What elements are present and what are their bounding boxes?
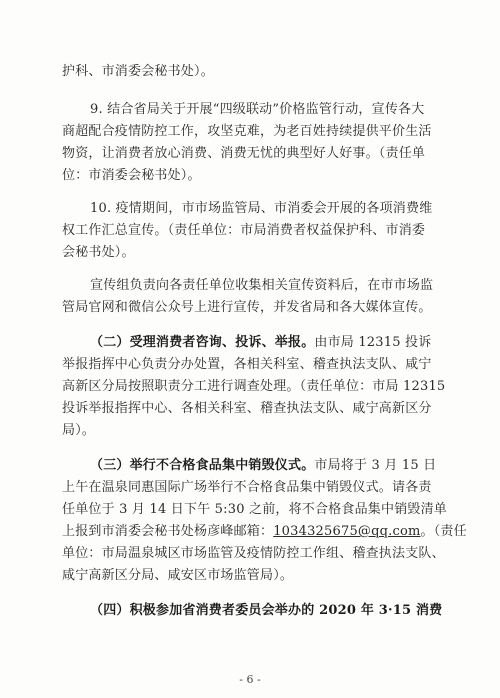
text-line: 任单位于 3 月 14 日下午 5:30 之前，将不合格食品集中销毁清单 (62, 502, 448, 517)
text-line: 9. 结合省局关于开展“四级联动”价格监管行动，宣传各大 (90, 102, 425, 117)
section-heading: （三）举行不合格食品集中销毁仪式。 (90, 458, 315, 473)
text-line: 护科、市消委会秘书处）。 (62, 64, 214, 79)
text-line: 商超配合疫情防控工作，攻坚克难，为老百姓持续提供平价生活 (62, 124, 432, 139)
text-line: 权工作汇总宣传。（责任单位：市局消费者权益保护科、市消委 (62, 223, 426, 238)
section-heading: （二）受理消费者咨询、投诉、举报。 (90, 335, 315, 350)
text-line: 位：市消委会秘书处）。 (62, 168, 201, 183)
text-line: 上午在温泉同惠国际广场举行不合格食品集中销毁仪式。请各责 (62, 480, 432, 495)
text-line: 举报指挥中心负责分办处置，各相关科室、稽查执法支队、咸宁 (62, 357, 432, 372)
text-line: 会秘书处）。 (62, 245, 135, 260)
section-line (90, 335, 500, 351)
section-heading: （四）积极参加省消费者委员会举办的 2020 年 3·15 消费 (90, 603, 443, 618)
text-line: 局）。 (62, 423, 96, 438)
text-line: 物资，让消费者放心消费、消费无忧的典型好人好事。（责任单 (62, 146, 426, 161)
text-line: 10. 疫情期间，市市场监管局、市消委会开展的各项消费维 (90, 201, 433, 216)
text-run: 上报到市消委会秘书处杨彦峰邮箱： (62, 524, 274, 539)
page-number: - 6 - (239, 673, 261, 686)
section-line (90, 458, 500, 474)
text-run: 市局将于 3 月 15 日 (314, 458, 437, 473)
email-link[interactable]: 1034325675@qq.com (273, 524, 421, 539)
text-run: 由市局 12315 投诉 (314, 335, 432, 350)
text-line (62, 524, 500, 540)
text-run: 。（责任 (420, 524, 467, 539)
text-line: 高新区分局按照职责分工进行调查处理。（责任单位：市局 12315 (62, 379, 446, 394)
text-line: 投诉举报指挥中心、各相关科室、稽查执法支队、咸宁高新区分 (62, 401, 432, 416)
text-line: 宣传组负责向各责任单位收集相关宣传资料后，在市市场监 (90, 278, 434, 293)
text-line: 管局官网和微信公众号上进行宣传，并发省局和各大媒体宣传。 (62, 300, 432, 315)
text-line: 咸宁高新区分局、咸安区市场监管局）。 (62, 568, 294, 583)
text-line: 单位：市局温泉城区市场监管及疫情防控工作组、稽查执法支队、 (62, 546, 445, 561)
